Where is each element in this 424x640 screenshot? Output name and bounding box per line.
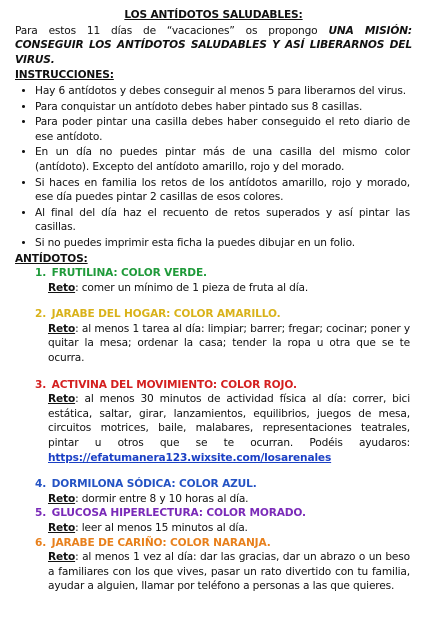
intro-paragraph xyxy=(15,24,412,68)
antidote-name xyxy=(15,536,412,551)
instruction-item: • En un día no puedes pintar más de una casilla del mismo color (antídoto). Excepto del antídoto amarillo, rojo y del morado. xyxy=(35,145,412,174)
antidotes-list xyxy=(15,266,412,594)
instruction-item: • Si no puedes imprimir esta ficha la puedes dibujar en un folio. xyxy=(35,236,412,251)
instruction-item: • Si haces en familia los retos de los antídotos amarillo, rojo y morado, ese día puedes pintar 2 casillas de esos colores. xyxy=(35,176,412,205)
antidote-name xyxy=(15,378,412,393)
antidote-title: ACTIVINA DEL MOVIMIENTO: COLOR ROJO. xyxy=(51,378,297,391)
reto-label: Reto xyxy=(48,393,76,406)
mission-text: UNA MISIÓN: CONSEGUIR LOS ANTÍDOTOS SALUDABLES Y ASÍ LIBERARNOS DEL VIRUS. xyxy=(15,24,413,66)
reto-text: leer al menos 15 minutos al día. xyxy=(81,522,248,534)
antidote-title: JARABE DE CARIÑO: COLOR NARANJA. xyxy=(51,536,271,549)
instruction-item: • Hay 6 antídotos y debes conseguir al menos 5 para liberarnos del virus. xyxy=(35,84,412,99)
reto-text: comer un mínimo de 1 pieza de fruta al día. xyxy=(81,281,309,294)
antidote-reto: Reto: comer un mínimo de 1 pieza de fruta al día. xyxy=(48,281,309,294)
antidote-number: 2. xyxy=(35,308,47,321)
antidote-green xyxy=(15,266,412,295)
reto-text: al menos 1 vez al día: dar las gracias, dar un abrazo o un beso a familiares con los que vives, pasar un rato divertido con tu familia, ayudar a alguien, llamar por teléfono a personas a las que quieres. xyxy=(48,551,411,593)
intro-text: Para estos 11 días de “vacaciones” os propongo xyxy=(15,24,318,37)
page-title: LOS ANTÍDOTOS SALUDABLES: xyxy=(124,9,303,21)
reto-label: Reto xyxy=(48,322,76,335)
antidote-title: DORMILONA SÓDICA: COLOR AZUL. xyxy=(51,478,257,491)
antidote-number: 5. xyxy=(35,507,47,520)
antidote-purple xyxy=(15,506,412,535)
antidote-name xyxy=(15,266,412,281)
antidote-red xyxy=(15,378,412,466)
antidote-number: 3. xyxy=(35,378,47,391)
antidote-number: 4. xyxy=(35,478,47,491)
antidote-number: 6. xyxy=(35,536,47,549)
antidote-yellow xyxy=(15,307,412,365)
reto-label: Reto xyxy=(48,551,76,564)
antidote-number: 1. xyxy=(35,267,47,280)
antidote-title: JARABE DEL HOGAR: COLOR AMARILLO. xyxy=(51,308,281,321)
reto-text: al menos 30 minutos de actividad física al día: correr, bici estática, saltar, girar, lanzamientos, equilibrios, juegos de mesa, circuitos motrices, baile, malabares, representaciones teatrales, pintar u otros que se te ocurran. Podéis ayudaros: xyxy=(48,393,410,450)
antidote-name xyxy=(15,506,412,521)
reto-label: Reto xyxy=(48,281,76,294)
reto-label: Reto xyxy=(48,492,76,505)
instruction-item: • Al final del día haz el recuento de retos superados y así pintar las casillas. xyxy=(35,206,412,235)
antidote-name xyxy=(15,307,412,322)
antidote-title: GLUCOSA HIPERLECTURA: COLOR MORADO. xyxy=(51,507,306,520)
antidote-reto: Reto: al menos 1 tarea al día: limpiar; barrer; fregar; cocinar; poner y quitar la mesa; ordenar la casa; tender la ropa u otra que se te ocurra. xyxy=(48,322,410,365)
losarenales-link[interactable]: https://efatumanera123.wixsite.com/losarenales xyxy=(48,451,332,464)
antidote-title: FRUTILINA: COLOR VERDE. xyxy=(51,267,207,280)
antidotes-heading: ANTÍDOTOS: xyxy=(15,252,88,265)
instruction-item: • Para conquistar un antídoto debes haber pintado sus 8 casillas. xyxy=(35,100,412,115)
antidote-reto: Reto: dormir entre 8 y 10 horas al día. xyxy=(48,492,249,505)
antidote-orange xyxy=(15,536,412,594)
antidote-reto: Reto: al menos 30 minutos de actividad física al día: correr, bici estática, saltar, girar, lanzamientos, equilibrios, juegos de mesa, circuitos motrices, baile, malabares, representaciones teatrales, pintar u otros que se te ocurran. Podéis ayudaros: https://efatumanera123.wixsite.com/losarenales xyxy=(48,393,410,464)
antidote-name xyxy=(15,477,412,492)
instruction-item: • Para poder pintar una casilla debes haber conseguido el reto diario de ese antídoto. xyxy=(35,115,412,144)
reto-text: dormir entre 8 y 10 horas al día. xyxy=(81,492,249,505)
antidote-reto: Reto: al menos 1 vez al día: dar las gracias, dar un abrazo o un beso a familiares con los que vives, pasar un rato divertido con tu familia, ayudar a alguien, llamar por teléfono a personas a las que quieres. xyxy=(48,551,411,593)
reto-text: al menos 1 tarea al día: limpiar; barrer; fregar; cocinar; poner y quitar la mesa; ordenar la casa; tender la ropa u otra que se te ocurra. xyxy=(48,322,410,365)
reto-label: Reto xyxy=(48,522,76,534)
antidote-blue xyxy=(15,477,412,506)
antidote-reto: Reto: leer al menos 15 minutos al día. xyxy=(48,522,248,534)
instructions-list xyxy=(15,84,412,251)
instructions-heading: INSTRUCCIONES: xyxy=(15,69,114,82)
